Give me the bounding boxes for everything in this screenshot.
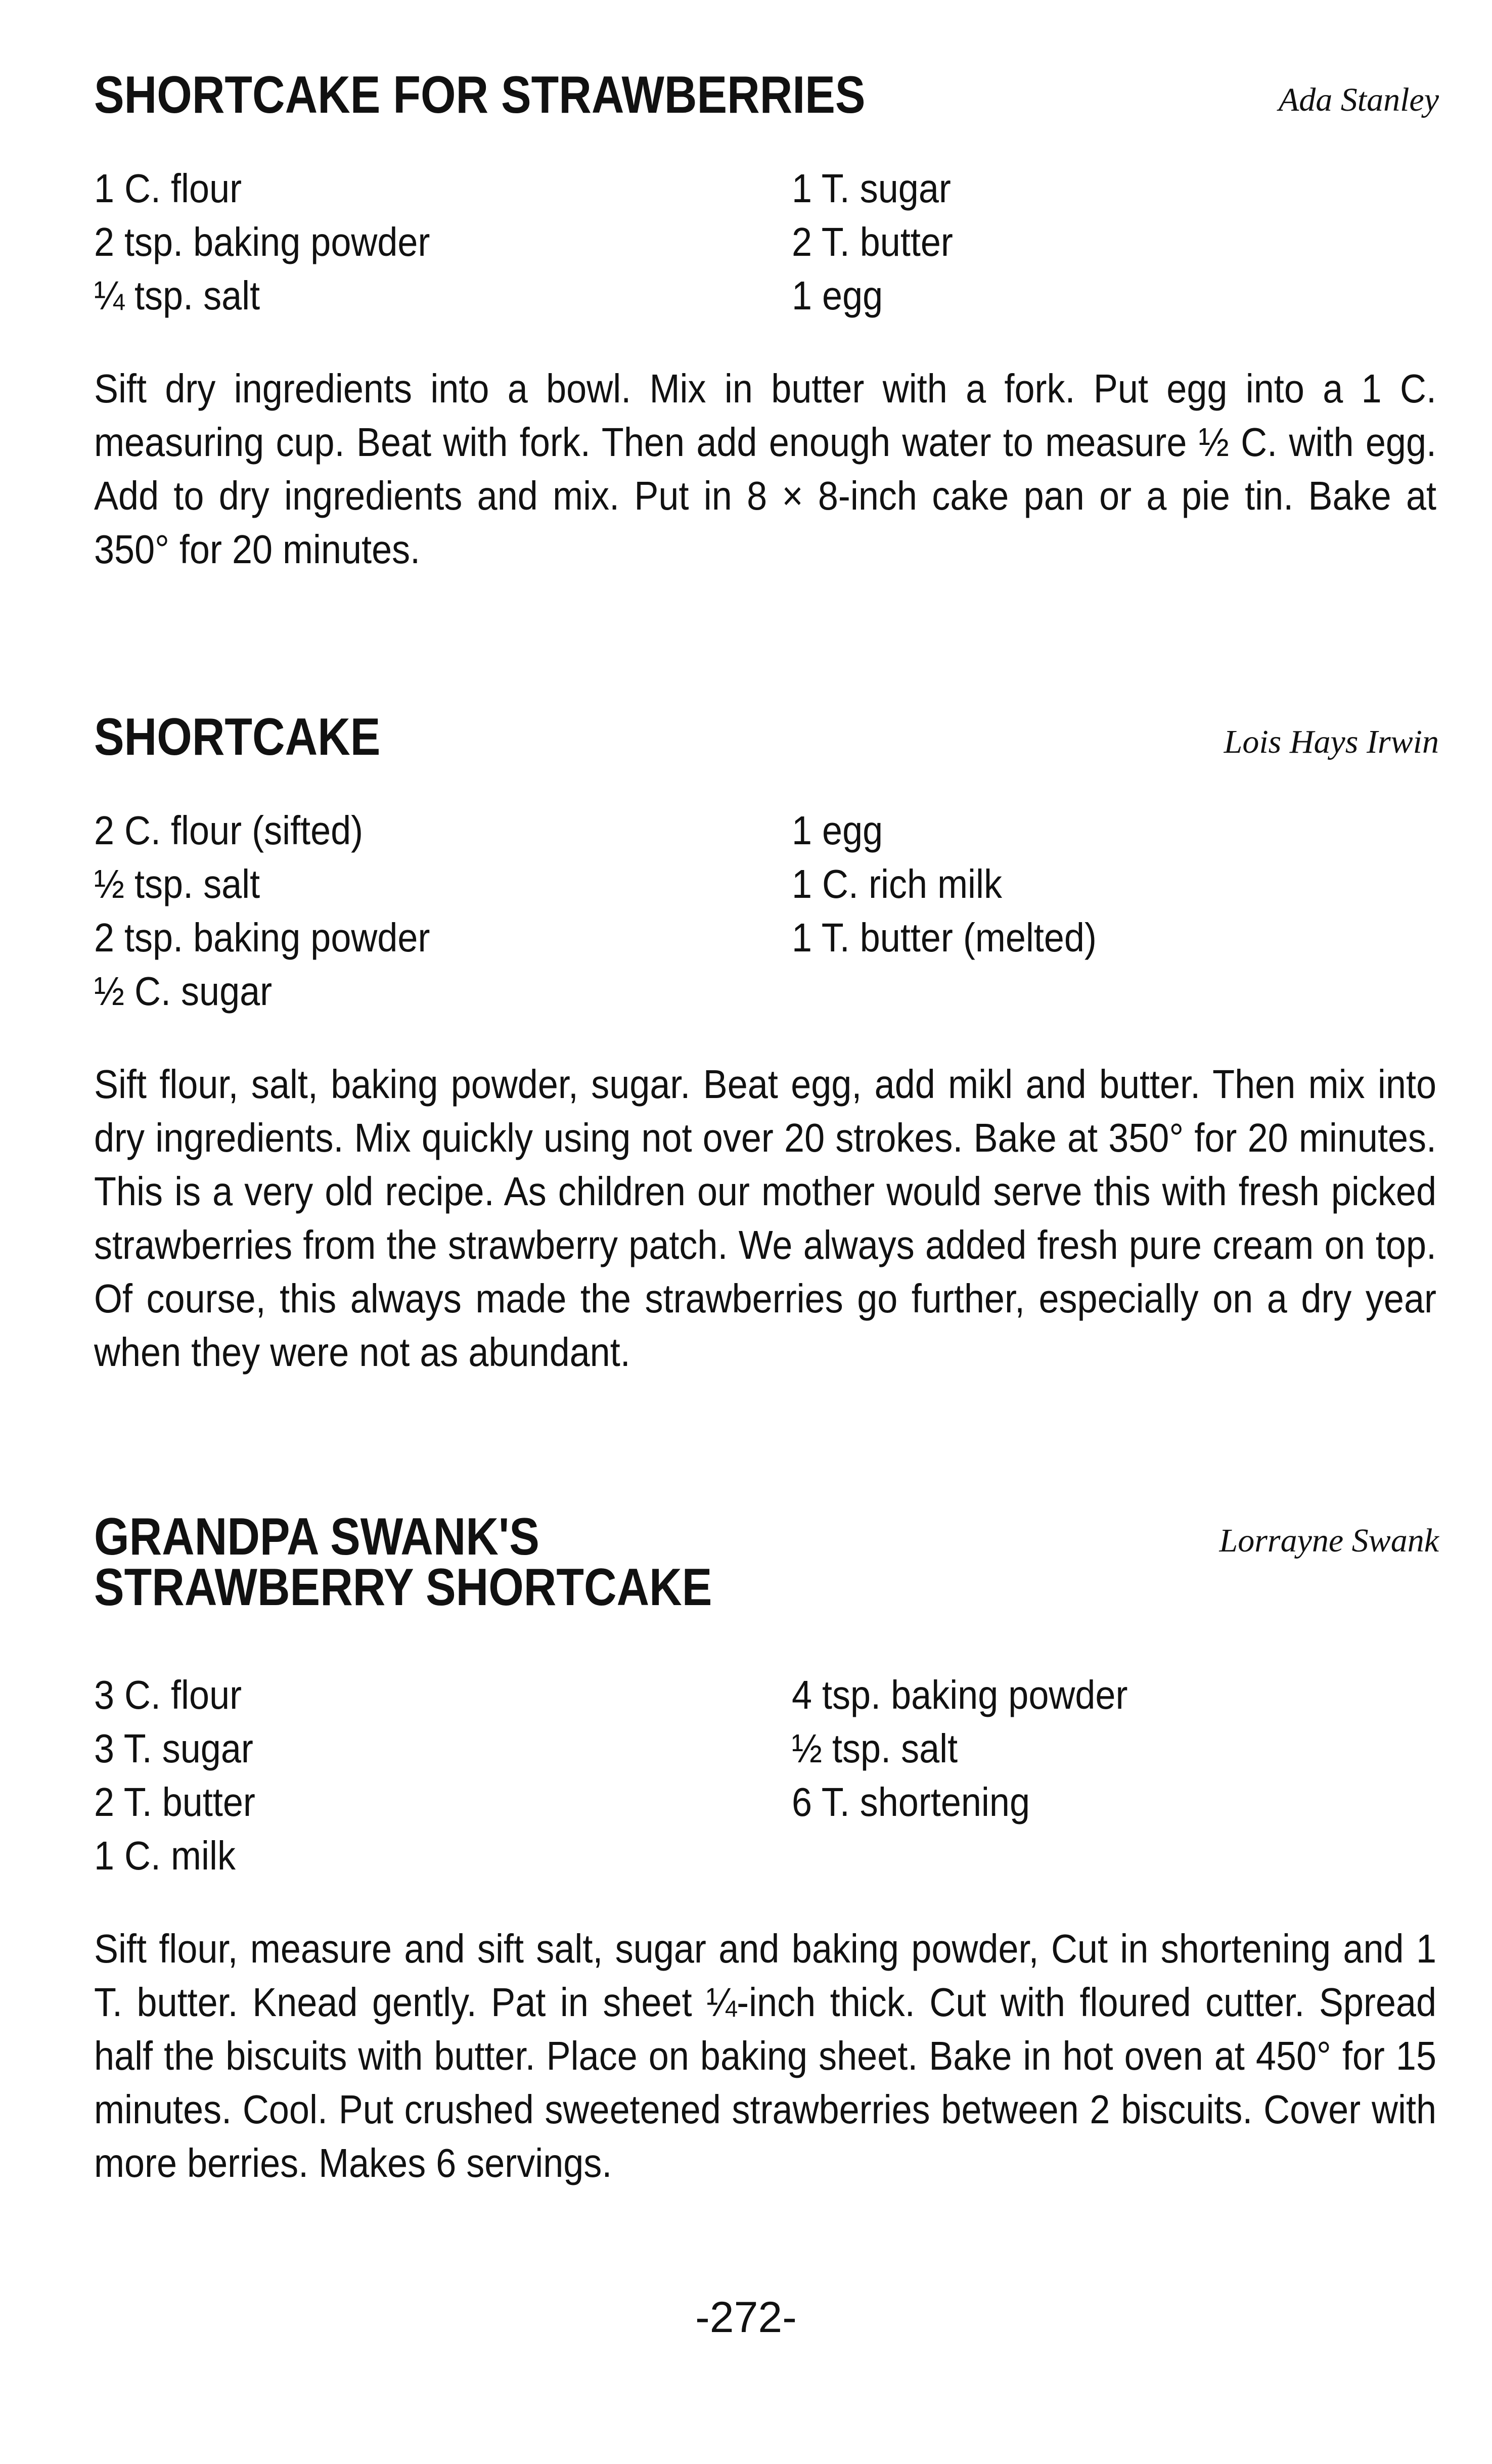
ingredient: 4 tsp. baking powder [792, 1672, 1128, 1717]
ingredient-column-left [94, 1668, 792, 1883]
ingredient: 3 T. sugar [94, 1726, 253, 1771]
recipe-header [94, 1507, 1439, 1638]
recipe-title-line-2: STRAWBERRY SHORTCAKE [94, 1558, 712, 1617]
ingredient: 1 C. rich milk [792, 861, 1003, 906]
recipe-shortcake [94, 708, 1439, 1420]
ingredient: 2 tsp. baking powder [94, 219, 430, 264]
ingredient: ½ tsp. salt [94, 861, 260, 906]
recipe-title: SHORTCAKE [94, 708, 381, 766]
ingredient: 2 T. butter [792, 219, 953, 264]
ingredient: 1 T. butter (melted) [792, 915, 1097, 960]
ingredient-list [94, 162, 1439, 323]
recipe-method: Sift flour, measure and sift salt, sugar and baking powder, Cut in shortening and 1 T. butter. Knead gently. Pat in sheet ¼-inch thick. Cut with floured cutter. Spread half the biscuits with butter. Place on baking sheet. Bake in hot oven at 450° for 15 minutes. Cool. Put crushed sweetened strawberries between 2 biscuits. Cover with more berries. Makes 6 servings. [94, 1926, 1436, 2185]
recipe-title-line-1: GRANDPA SWANK'S [94, 1508, 539, 1566]
recipe-title: SHORTCAKE FOR STRAWBERRIES [94, 66, 866, 124]
recipe-shortcake-for-strawberries [94, 66, 1439, 617]
ingredient: 2 C. flour (sifted) [94, 808, 364, 853]
ingredient-column-left [94, 804, 792, 1018]
ingredient: 1 T. sugar [792, 166, 951, 211]
ingredient: 2 tsp. baking powder [94, 915, 430, 960]
ingredient: 1 egg [792, 808, 883, 853]
ingredient-column-left [94, 162, 792, 323]
ingredient: 3 C. flour [94, 1672, 242, 1717]
recipe-title [94, 1508, 712, 1617]
ingredient: 6 T. shortening [792, 1779, 1030, 1824]
ingredient: 1 C. flour [94, 166, 242, 211]
ingredient-list [94, 804, 1439, 1018]
ingredient-column-right [792, 162, 1439, 323]
recipe-method: Sift flour, salt, baking powder, sugar. Beat egg, add mikl and butter. Then mix into dry ingredients. Mix quickly using not over 20 strokes. Bake at 350° for 20 minutes. This is a very old recipe. As children our mother would serve this with fresh picked strawberries from the strawberry patch. We always added fresh pure cream on top. Of course, this always made the strawberries go further, especially on a dry year when they were not as abundant. [94, 1062, 1436, 1375]
ingredient-column-right [792, 804, 1439, 1018]
page-number: -272- [695, 2293, 797, 2342]
recipe-author: Lorrayne Swank [1219, 1522, 1439, 1559]
recipe-author: Lois Hays Irwin [1224, 723, 1439, 760]
ingredient: ½ tsp. salt [792, 1726, 958, 1771]
recipe-grandpa-swanks-strawberry-shortcake [94, 1507, 1439, 2230]
recipe-header [94, 66, 1439, 131]
recipe-header [94, 708, 1439, 773]
ingredient-list [94, 1668, 1439, 1883]
ingredient: ½ C. sugar [94, 969, 273, 1014]
ingredient: 2 T. butter [94, 1779, 255, 1824]
ingredient: 1 C. milk [94, 1833, 236, 1878]
ingredient: ¼ tsp. salt [94, 273, 260, 318]
recipe-method: Sift dry ingredients into a bowl. Mix in butter with a fork. Put egg into a 1 C. measuring cup. Beat with fork. Then add enough water to measure ½ C. with egg. Add to dry ingredients and mix. Put in 8 × 8-inch cake pan or a pie tin. Bake at 350° for 20 minutes. [94, 366, 1436, 572]
ingredient-column-right [792, 1668, 1439, 1883]
ingredient: 1 egg [792, 273, 883, 318]
recipe-author: Ada Stanley [1278, 81, 1439, 118]
